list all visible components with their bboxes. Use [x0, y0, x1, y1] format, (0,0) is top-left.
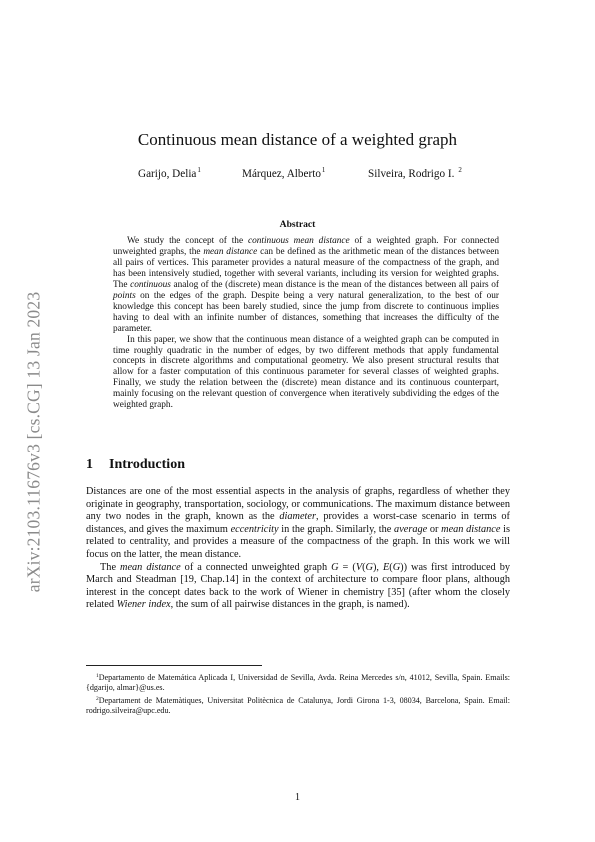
footnote: [86, 694, 510, 717]
text-run: Distances are one of the most essential aspects in the analysis of graphs, regardless of whether they originate in geography, transportation, sociology, or communications. The maximum distance between any two nodes in the graph, known as the: [86, 486, 510, 523]
emphasis-text: G: [365, 561, 373, 573]
author-name: Márquez, Alberto: [242, 168, 321, 180]
footnote-mark: 2: [96, 695, 99, 702]
emphasis-text: continuous: [130, 279, 171, 290]
text-run: or: [427, 523, 442, 535]
abstract-paragraph: [113, 236, 499, 335]
text-run: In this paper, we show that the continuous mean distance of a weighted graph can be computed in time roughly quadratic in the number of edges, by two different methods that apply fundamental concepts in discrete algorithms and computational geometry. We also present structural results that allow for a faster computation of this continuous parameter for several classes of weighted graphs. Finally, we study the relation between the (discrete) mean distance and its continuous counterpart, mainly focusing on the relevant question of convergence when iteratively subdividing the edges of the weighted graph.: [113, 334, 499, 411]
text-run: )) was first introduced by March and Steadman [19, Chap.14] in the context of architecture to compare floor plans, although interest in the concept dates back to the work of Wiener in chemistry [35] (after whom the closely related: [86, 561, 510, 611]
emphasis-text: E: [383, 561, 390, 573]
emphasis-text: mean distance: [441, 523, 501, 535]
emphasis-text: mean distance: [203, 246, 258, 257]
body-paragraph: [86, 486, 510, 562]
text-run: on the edges of the graph. Despite being a very natural generalization, to the best of our knowledge this concept has been barely studied, since the jump from discrete to continuous implies having to deal with an infinite number of distances, something that increases the difficulty of the parameter.: [113, 290, 499, 334]
emphasis-text: diameter: [279, 511, 316, 523]
text-run: in the graph. Similarly, the: [278, 523, 395, 535]
abstract-paragraph: [113, 335, 499, 412]
footnotes: [86, 671, 510, 717]
text-run: analog of the (discrete) mean distance is the mean of the distances between all pairs of: [170, 279, 500, 290]
author-mark: 1: [321, 166, 326, 174]
emphasis-text: G: [392, 561, 401, 573]
body-paragraph: [86, 562, 510, 612]
emphasis-text: mean distance: [120, 561, 181, 573]
text-run: , provides a worst-case scenario in terms of distances, and gives the maximum: [86, 511, 510, 535]
text-run: , the sum of all pairwise distances in the graph, is named).: [170, 599, 410, 611]
section-title: Introduction: [109, 457, 185, 472]
emphasis-text: continuous mean distance: [247, 236, 350, 246]
abstract-heading: Abstract: [279, 219, 316, 230]
text-run: can be defined as the arithmetic mean of the distances between all pairs of vertices. This parameter provides a natural measure of the compactness of the graph, and has been intensively studied, together with several variants, including its version for weighted graphs. The: [113, 246, 499, 290]
emphasis-text: points: [113, 290, 136, 301]
section-heading: [86, 457, 185, 473]
text-run: = (: [338, 561, 356, 573]
arxiv-stamp: [14, 265, 54, 620]
text-run: is related to centrality, and provides a measure of the compactness of the graph. In this work we will focus on the latter, the mean distance.: [86, 523, 510, 560]
text-run: ),: [372, 561, 383, 573]
author-2: [242, 166, 325, 180]
paper-title: Continuous mean distance of a weighted graph: [137, 130, 458, 149]
text-run: of a weighted graph. For connected unweighted graphs, the: [113, 236, 499, 257]
text-run: (: [362, 561, 366, 573]
footnote-rule: [86, 665, 262, 666]
footnote-mark: 1: [96, 673, 99, 679]
text-run: (: [389, 561, 393, 573]
emphasis-text: V: [355, 561, 363, 573]
author-3: [368, 166, 462, 180]
body-text: [86, 486, 510, 612]
section-number: 1: [86, 457, 93, 472]
abstract: [113, 236, 499, 411]
footnote: [86, 671, 510, 694]
emphasis-text: average: [394, 523, 428, 535]
text-run: The: [100, 561, 121, 573]
emphasis-text: eccentricity: [230, 523, 279, 535]
author-1: [138, 166, 201, 180]
text-run: We study the concept of the: [127, 236, 248, 246]
author-mark: 2: [458, 166, 462, 174]
footnote-text: Departament de Matemàtiques, Universitat Politècnica de Catalunya, Jordi Girona 1-3, 08034, Barcelona, Spain. Email: rodrigo.silveira@upc.edu.: [86, 695, 510, 716]
author-mark: 1: [197, 166, 201, 174]
emphasis-text: G: [331, 561, 339, 573]
arxiv-stamp-text: arXiv:2103.11676v3 [cs.CG] 13 Jan 2023: [23, 291, 44, 593]
author-name: Garijo, Delia: [138, 168, 197, 180]
footnote-text: Departamento de Matemática Aplicada I, Universidad de Sevilla, Avda. Reina Mercedes s/n, 41012, Sevilla, Spain. Emails: {dgarijo, almar}@us.es.: [86, 673, 510, 693]
text-run: of a connected unweighted graph: [180, 561, 332, 573]
page-number: 1: [295, 792, 300, 803]
emphasis-text: Wiener index: [116, 599, 171, 611]
author-name: Silveira, Rodrigo I.: [368, 168, 455, 180]
